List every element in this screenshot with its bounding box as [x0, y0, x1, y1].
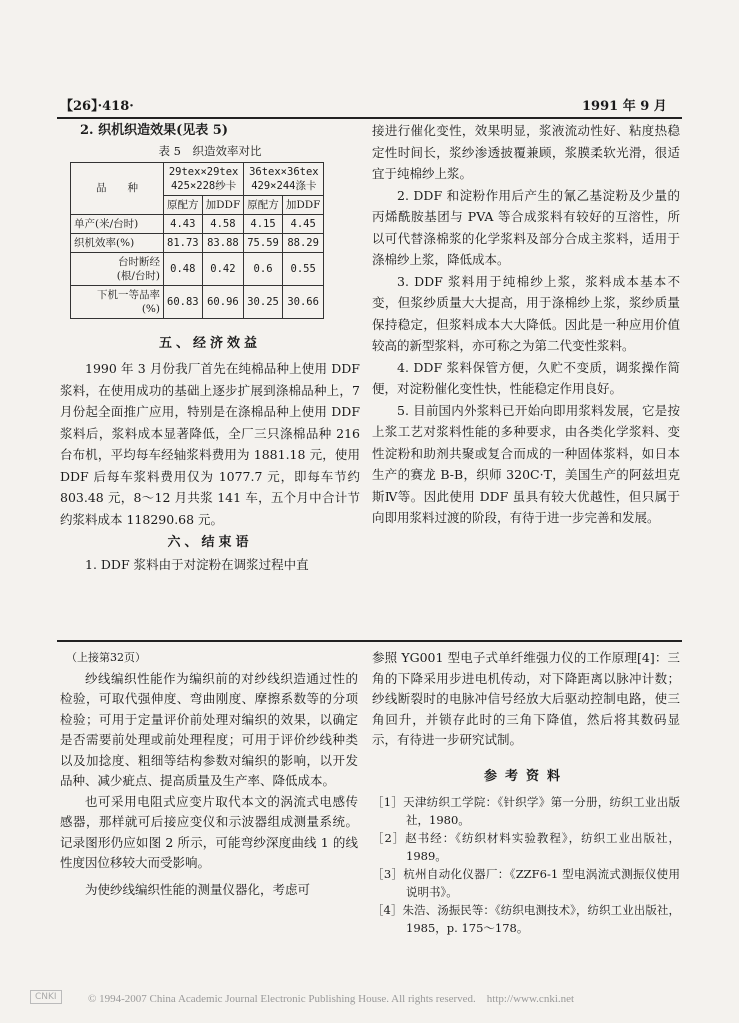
- yarn-paragraph-1: 纱线编织性能作为编织前的对纱线织造通过性的检验，可取代强伸度、弯曲刚度、摩擦系数等的分项检验；可用于定量评价前处理对编织的效果，以确定是否需要前处理或前处理程度；可用于评价纱线种类以及加捻度、粗细等结构参数对编织的影响，以开发品种、减少疵点、提高质量及生产率、降低成本。: [60, 670, 358, 788]
- table-row: [71, 233, 324, 252]
- table-title: 表 5 织造效率对比: [158, 143, 262, 158]
- conclusion-paragraph-2: 2. DDF 和淀粉作用后产生的氰乙基淀粉及少量的丙烯酰胺基团与 PVA 等合成浆料有较好的互溶性，所以可代替涤棉浆的化学浆料及部分合成主浆料，适用于涤棉纱上浆，降低成本。: [372, 187, 680, 267]
- reference-item: ［3］杭州自动化仪器厂：《ZZF6-1 型电涡流式测振仪使用说明书》。: [372, 867, 680, 899]
- table-cell: 4.43: [164, 214, 203, 233]
- table-row: [71, 252, 324, 285]
- reference-item: ［1］天津纺织工学院：《针织学》第一分册，纺织工业出版社，1980。: [372, 795, 680, 827]
- yarn-paragraph-4: 参照 YG001 型电子式单纤维强力仪的工作原理[4]：三角的下降采用步进电机传动，对下降距离以脉冲计数；纱线断裂时的电脉冲信号经放大后驱动控制电路，使三角回升，并锁存此时的三角下降值，然后将其数码显示，有待进一步研究试制。: [372, 650, 680, 747]
- table-cell: 30.25: [244, 285, 283, 318]
- table-subcol-header: 加DDF: [282, 195, 324, 214]
- conclusion-paragraph-1-start: 1. DDF 浆料由于对淀粉在调浆过程中直: [85, 556, 309, 572]
- row-label: 单产(米/台时): [71, 214, 164, 233]
- table-subcol-header: 原配方: [164, 195, 203, 214]
- cnki-logo: CNKI: [30, 990, 62, 1004]
- economics-paragraph: 1990 年 3 月份我厂首先在纯棉品种上使用 DDF 浆料，在使用成功的基础上逐步扩展到涤棉品种上，7 月份起全面推广应用，特别是在涤棉品种上使用 DDF 浆料后，浆料成本显著降低，全厂三只涤棉品种 216 台布机，平均每车经轴浆料费用为 1881.18 元，使用 DDF 后每车浆料费用仅为 1077.7 元，即每车节约 803.48 元，8～12 月共浆 141 车，五个月中合计节约浆料成本 118290.68 元。: [60, 361, 360, 527]
- reference-item: ［4］朱浩、汤振民等：《纺织电测技术》，纺织工业出版社，1985，p. 175～178。: [372, 903, 680, 935]
- table-cell: 60.83: [164, 285, 203, 318]
- section-title-conclusion: 六、结束语: [167, 535, 253, 550]
- section-heading-weaving: 2. 织机织造效果(见表 5): [80, 123, 228, 138]
- row-label: 织机效率(%): [71, 233, 164, 252]
- table-group-header: 29tex×29tex 425×228纱卡: [164, 162, 244, 195]
- conclusion-paragraph-3: 3. DDF 浆料用于纯棉纱上浆，浆料成本基本不变，但浆纱质量大大提高，用于涤棉纱上浆，浆纱质量保持稳定，但浆料成本大大降低。因此是一种应用价值较高的新型浆料，亦可称之为第二代变性浆料。: [372, 273, 680, 353]
- conclusion-paragraph-1-cont: 接进行催化变性，效果明显，浆液流动性好、粘度热稳定性时间长，浆纱渗透披覆兼顾，浆膜柔软光滑，很适宜于纯棉纱上浆。: [372, 123, 680, 181]
- table-cell: 60.96: [202, 285, 244, 318]
- table-cell: 4.15: [244, 214, 283, 233]
- table-cell: 0.6: [244, 252, 283, 285]
- table-row: [71, 214, 324, 233]
- conclusion-paragraph-4: 4. DDF 浆料保管方便，久贮不变质，调浆操作简便，对淀粉催化变性快，性能稳定作用良好。: [372, 359, 680, 396]
- table-cell: 0.42: [202, 252, 244, 285]
- reference-item: ［2］赵书经：《纺织材料实验教程》，纺织工业出版社，1989。: [372, 831, 680, 863]
- table-cell: 0.48: [164, 252, 203, 285]
- table-cell: 88.29: [282, 233, 324, 252]
- table-subcol-header: 原配方: [244, 195, 283, 214]
- article-separator: [57, 640, 682, 642]
- references-title: 参考资料: [483, 768, 568, 784]
- copyright-footer: © 1994-2007 China Academic Journal Electronic Publishing House. All rights reserved. http://www.cnki.net: [88, 993, 575, 1005]
- table-cell: 81.73: [164, 233, 203, 252]
- table-group-header: 36tex×36tex 429×244涤卡: [244, 162, 324, 195]
- table-subcol-header: 加DDF: [202, 195, 244, 214]
- table-cell: 75.59: [244, 233, 283, 252]
- table-cell: 83.88: [202, 233, 244, 252]
- left-column-lower: [60, 648, 358, 900]
- right-column-lower: [372, 648, 680, 937]
- conclusion-paragraph-5: 5. 目前国内外浆料已开始向即用浆料发展，它是按上浆工艺对浆料性能的多种要求，由各类化学浆料、变性淀粉和助剂共聚或复合而成的一种固体浆料，如日本生产的赛龙 B-B，织师 320C·T，美国生产的阿兹坦克斯Ⅳ等。因此使用 DDF 虽具有较大优越性，但只属于向即用浆料过渡的阶段，有待于进一步完善和发展。: [372, 402, 680, 525]
- section-title-economics: 五、经济效益: [158, 335, 261, 351]
- header-rule: [57, 117, 682, 119]
- issue-date: 1991 年 9 月: [582, 99, 667, 114]
- page-number: 【26】·418·: [60, 99, 134, 114]
- row-label: 台时断经 (根/台时): [71, 252, 164, 285]
- continued-from-note: （上接第32页）: [66, 651, 146, 664]
- table-cell: 4.45: [282, 214, 324, 233]
- right-column-upper: [372, 120, 680, 529]
- references-list: [372, 793, 680, 937]
- table-cell: 30.66: [282, 285, 324, 318]
- row-label: 下机一等品率 (%): [71, 285, 164, 318]
- efficiency-table: [70, 162, 324, 319]
- left-column-upper: [60, 120, 360, 575]
- table-row: [71, 285, 324, 318]
- yarn-paragraph-2: 也可采用电阻式应变片取代本文的涡流式电感传感器，那样就可后接应变仪和示波器组成测量系统。记录图形仍应如图 2 所示，可能弯纱深度曲线 1 的线性度因位移较大而受影响。: [60, 793, 358, 870]
- table-cell: 4.58: [202, 214, 244, 233]
- yarn-paragraph-3: 为使纱线编织性能的测量仪器化，考虑可: [85, 881, 311, 897]
- table-cell: 0.55: [282, 252, 324, 285]
- table-corner-label: 品 种: [71, 162, 164, 214]
